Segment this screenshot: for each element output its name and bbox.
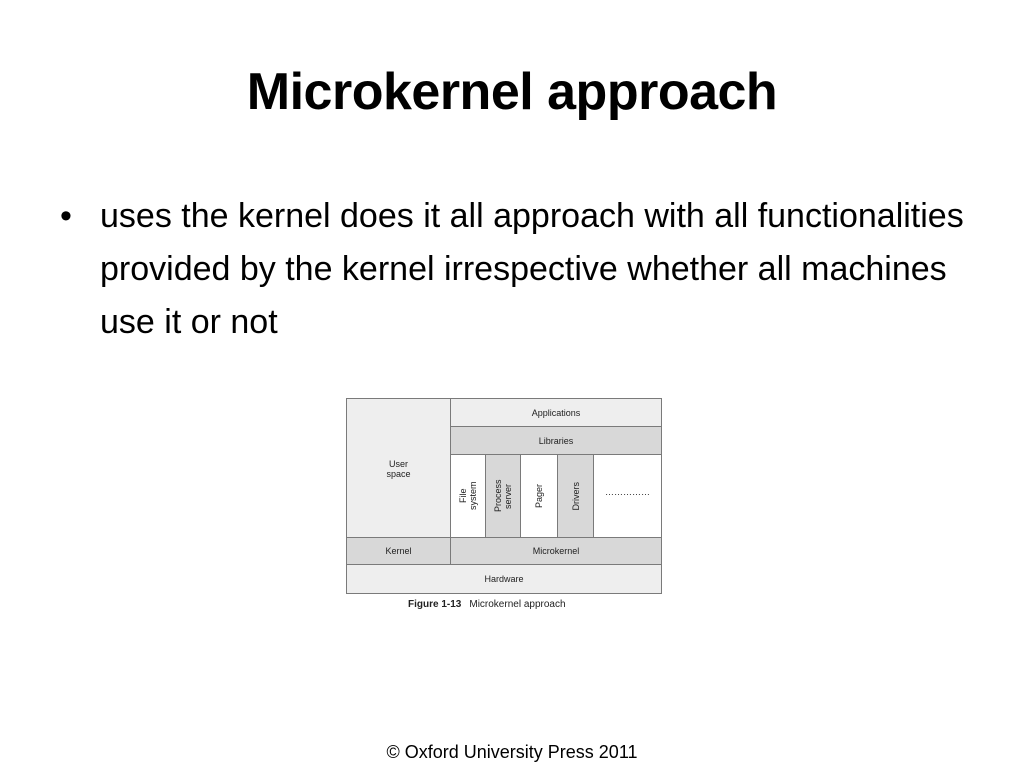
libraries-box [450, 426, 662, 455]
pager-label: Pager [534, 483, 544, 509]
drivers-box [557, 454, 594, 538]
bullet-list [60, 190, 980, 349]
file-system-box [450, 454, 486, 538]
slide-title: Microkernel approach [246, 63, 778, 121]
hardware-box [346, 564, 662, 594]
ellipsis-label: …………… [605, 487, 650, 497]
figure-caption [408, 599, 566, 610]
libraries-label: Libraries [538, 435, 574, 446]
figure-caption-text: Microkernel approach [469, 599, 566, 610]
bullet-item [60, 190, 980, 349]
bullet-dot-icon: • [60, 197, 72, 235]
copyright-footer: © Oxford University Press 2011 [386, 742, 638, 762]
process-server-box [485, 454, 521, 538]
kernel-label: Kernel [385, 546, 412, 556]
applications-label: Applications [531, 407, 581, 418]
figure-caption-label: Figure 1-13 [408, 599, 462, 610]
user-space-label: User space [386, 459, 411, 479]
ellipsis-box [593, 454, 662, 538]
process-server-label: Process server [493, 479, 513, 513]
kernel-box [346, 537, 451, 565]
user-space-box [346, 398, 451, 538]
drivers-label: Drivers [570, 481, 581, 511]
applications-box [450, 398, 662, 427]
bullet-text: uses the kernel does it all approach with all functionalities provided by the kernel irrespective whether all machines use it or not [100, 197, 964, 341]
pager-box [520, 454, 558, 538]
microkernel-diagram [346, 398, 662, 594]
microkernel-label: Microkernel [532, 546, 580, 556]
file-system-label: File system [458, 481, 478, 511]
hardware-label: Hardware [484, 574, 524, 584]
microkernel-box [450, 537, 662, 565]
